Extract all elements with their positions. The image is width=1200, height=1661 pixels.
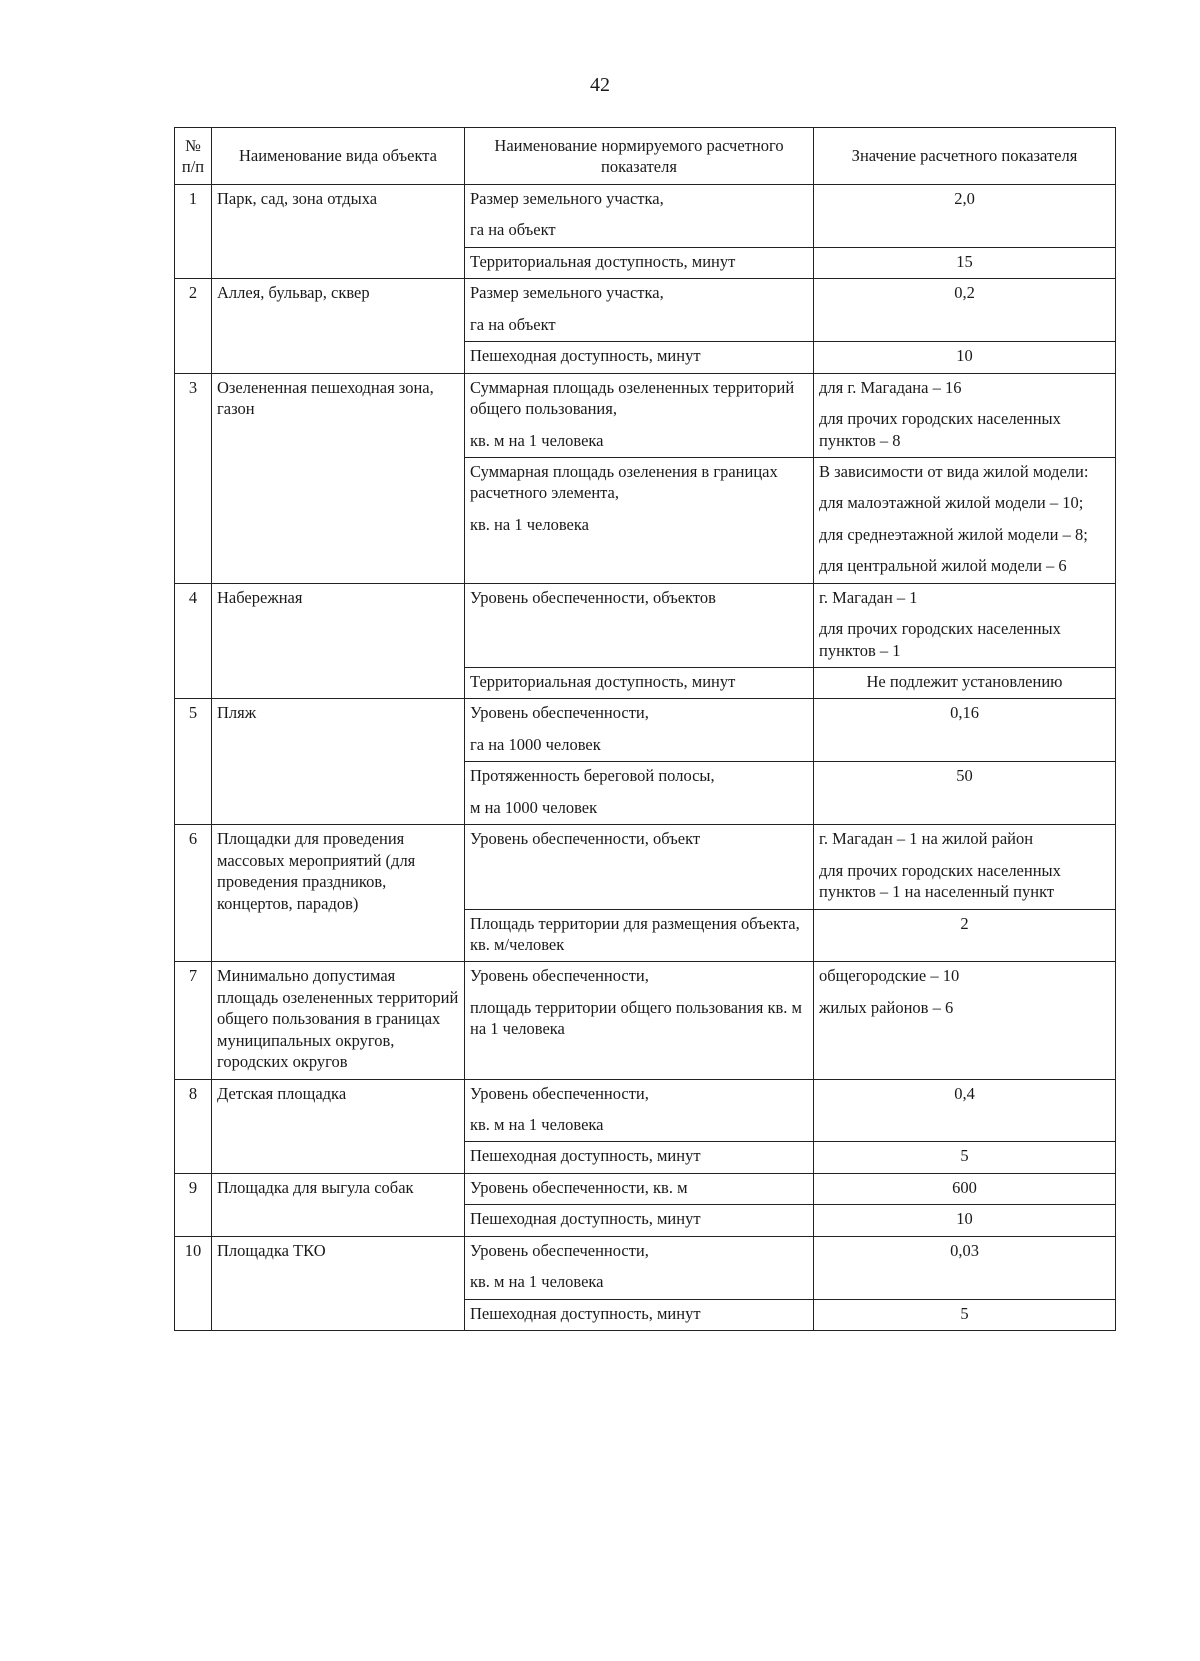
value-cell [814,1173,1116,1204]
value-cell [814,762,1116,825]
page-number: 42 [590,74,610,96]
table-row [175,583,1116,667]
object-type: Парк, сад, зона отдыха [212,185,465,279]
parameter-cell [465,1236,814,1299]
table-row [175,1236,1116,1299]
parameter-line: Уровень обеспеченности, кв. м [470,1177,688,1197]
row-number: 7 [175,962,212,1079]
object-type: Площадка ТКО [212,1236,465,1330]
row-number: 6 [175,825,212,962]
parameter-line: м на 1000 человек [470,797,598,817]
parameter-line: Уровень обеспеченности, объект [470,829,701,849]
parameter-line: Уровень обеспеченности, [470,966,649,986]
parameter-cell [465,342,814,373]
table-row [175,373,1116,457]
parameter-line: Пешеходная доступность, минут [470,346,701,366]
value-line: для прочих городских населенных пунктов – 8 [819,409,1061,450]
object-type: Озелененная пешеходная зона, газон [212,373,465,583]
value-line: для центральной жилой модели – 6 [819,556,1067,576]
value-cell [814,342,1116,373]
parameter-line: Территориальная доступность, минут [470,672,736,691]
parameter-line: Территориальная доступность, минут [470,251,736,271]
parameter-line: Размер земельного участка, [470,283,664,303]
value-line: 5 [960,1303,969,1323]
value-cell [814,457,1116,583]
parameter-cell [465,1079,814,1142]
row-number: 8 [175,1079,212,1173]
value-line: для прочих городских населенных пунктов – 1 на населенный пункт [819,860,1061,902]
value-cell [814,1079,1116,1142]
value-line: г. Магадан – 1 [819,587,918,607]
value-line: для среднеэтажной жилой модели – 8; [819,524,1088,544]
value-line: 50 [956,766,973,786]
value-line: для малоэтажной жилой модели – 10; [819,493,1084,513]
value-cell [814,668,1116,699]
parameter-cell [465,1299,814,1330]
value-line: В зависимости от вида жилой модели: [819,461,1089,481]
header-row [175,128,1116,185]
value-line: жилых районов – 6 [819,997,954,1017]
parameter-line: кв. м на 1 человека [470,1272,604,1292]
parameter-line: площадь территории общего пользования кв. м на 1 человека [470,997,802,1039]
object-type: Аллея, бульвар, сквер [212,279,465,373]
value-line: 15 [956,251,973,271]
table-body [175,185,1116,1331]
parameter-line: Уровень обеспеченности, объектов [470,587,716,607]
value-line: для прочих городских населенных пунктов – 1 [819,619,1061,660]
value-line: 0,16 [950,703,979,723]
parameter-cell [465,247,814,278]
parameter-line: Суммарная площадь озеленения в границах расчетного элемента, [470,461,778,503]
value-line: 0,4 [954,1083,975,1103]
parameter-line: га на объект [470,220,556,240]
parameter-cell [465,457,814,583]
parameter-line: га на 1000 человек [470,734,601,754]
parameter-line: кв. на 1 человека [470,514,589,534]
value-cell [814,962,1116,1079]
parameter-cell [465,962,814,1079]
parameter-line: Пешеходная доступность, минут [470,1303,701,1323]
row-number: 10 [175,1236,212,1330]
parameter-line: кв. м на 1 человека [470,1115,604,1134]
value-line: 600 [952,1177,977,1197]
value-cell [814,373,1116,457]
value-line: Не подлежит установлению [866,672,1063,691]
table-row [175,279,1116,342]
value-line: 5 [960,1146,969,1166]
object-type: Площадки для проведения массовых мероприятий (для проведения праздников, концертов, парадов) [212,825,465,962]
header-type: Наименование вида объекта [212,128,465,185]
value-line: для г. Магадана – 16 [819,377,962,397]
header-param: Наименование нормируемого расчетного показателя [465,128,814,185]
value-cell [814,1142,1116,1173]
table-header [175,128,1116,185]
parameter-line: Уровень обеспеченности, [470,1240,649,1260]
table-row [175,185,1116,248]
parameter-cell [465,825,814,909]
value-line: 0,2 [954,283,975,303]
value-line: 10 [956,1209,973,1229]
object-type: Набережная [212,583,465,699]
value-cell [814,825,1116,909]
parameter-cell [465,279,814,342]
parameter-cell [465,1205,814,1236]
parameter-line: Пешеходная доступность, минут [470,1146,701,1166]
object-type: Минимально допустимая площадь озелененных территорий общего пользования в границах муниципальных округов, городских округов [212,962,465,1079]
norms-table [174,127,1116,1331]
table-row [175,1173,1116,1204]
parameter-cell [465,373,814,457]
row-number: 1 [175,185,212,279]
parameter-cell [465,185,814,248]
row-number: 9 [175,1173,212,1236]
table-row [175,825,1116,909]
object-type: Детская площадка [212,1079,465,1173]
value-cell [814,699,1116,762]
value-line: 2,0 [954,189,975,208]
parameter-cell [465,668,814,699]
parameter-cell [465,762,814,825]
parameter-line: га на объект [470,314,556,334]
parameter-cell [465,583,814,667]
value-cell [814,1299,1116,1330]
row-number: 2 [175,279,212,373]
parameter-line: Уровень обеспеченности, [470,703,649,723]
parameter-cell [465,909,814,962]
parameter-cell [465,1142,814,1173]
parameter-line: Размер земельного участка, [470,189,664,208]
object-type: Площадка для выгула собак [212,1173,465,1236]
value-cell [814,1205,1116,1236]
value-cell [814,1236,1116,1299]
parameter-line: Протяженность береговой полосы, [470,766,715,786]
value-line: 2 [960,913,969,933]
parameter-line: Уровень обеспеченности, [470,1083,649,1103]
header-value: Значение расчетного показателя [814,128,1116,185]
row-number: 3 [175,373,212,583]
value-line: 10 [956,346,973,366]
row-number: 5 [175,699,212,825]
table-row [175,962,1116,1079]
table-row [175,699,1116,762]
value-cell [814,583,1116,667]
value-cell [814,909,1116,962]
value-cell [814,185,1116,248]
value-line: 0,03 [950,1240,979,1260]
value-cell [814,279,1116,342]
parameter-cell [465,1173,814,1204]
header-num: № п/п [175,128,212,185]
object-type: Пляж [212,699,465,825]
value-cell [814,247,1116,278]
parameter-line: Площадь территории для размещения объекта, кв. м/человек [470,913,800,954]
row-number: 4 [175,583,212,699]
parameter-line: кв. м на 1 человека [470,430,604,450]
value-line: общегородские – 10 [819,966,960,986]
value-line: г. Магадан – 1 на жилой район [819,829,1034,849]
parameter-line: Пешеходная доступность, минут [470,1209,701,1229]
parameter-cell [465,699,814,762]
parameter-line: Суммарная площадь озелененных территорий общего пользования, [470,377,795,419]
table-row [175,1079,1116,1142]
